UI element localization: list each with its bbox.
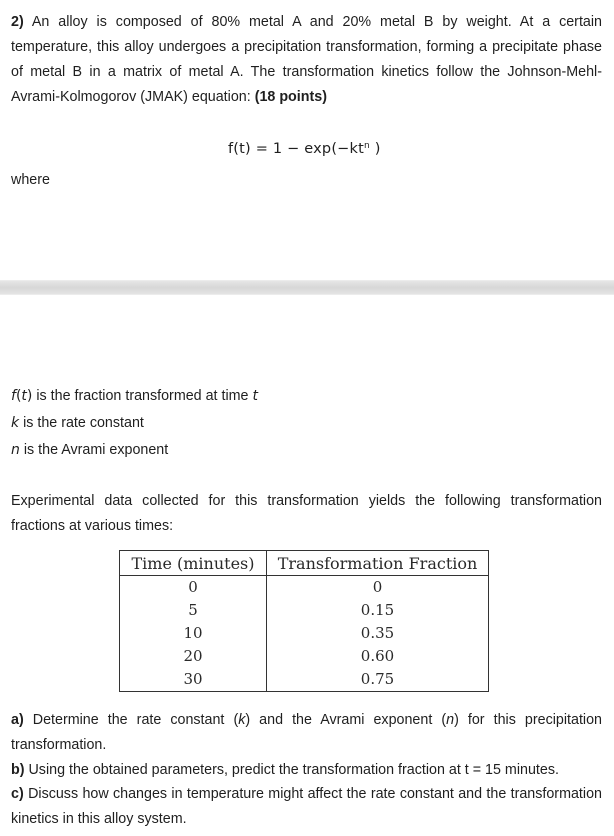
equation-exponent: n [364,141,370,151]
header-fraction: Transformation Fraction [267,551,489,576]
def-f-tail: t [252,388,258,404]
question-c-label: c) [11,786,24,802]
def-k-text: is the rate constant [19,415,144,431]
question-a [11,708,602,758]
def-n-text: is the Avrami exponent [19,442,169,458]
cell-fraction: 0.60 [267,645,489,668]
table-header-row [120,551,489,576]
where-label: where [11,172,50,188]
equation-left: f(t) = 1 − exp(−kt [228,141,365,157]
question-c [11,782,602,832]
cell-time: 10 [120,622,267,645]
cell-fraction: 0.35 [267,622,489,645]
cell-time: 20 [120,645,267,668]
problem-statement [11,10,602,110]
question-b-label: b) [11,762,25,778]
question-b [11,758,602,783]
table-row [120,576,489,600]
problem-number: 2) [11,14,24,30]
definition-k [11,413,144,433]
equation-right: ) [369,141,381,157]
question-c-text: Discuss how changes in temperature might affect the rate constant and the transformation kinetics in this alloy system. [11,786,602,827]
def-f-symbol: f [11,388,16,404]
data-table [119,550,489,692]
cell-fraction: 0.15 [267,599,489,622]
question-a-k: k [238,712,246,728]
table-row [120,599,489,622]
definition-n [11,440,168,460]
table-row [120,668,489,692]
def-f-text: is the fraction transformed at time [32,388,253,404]
page-break [0,280,614,295]
table-row [120,622,489,645]
cell-fraction: 0 [267,576,489,600]
definition-f [11,386,258,406]
cell-time: 30 [120,668,267,692]
problem-points: (18 points) [254,89,327,105]
header-time: Time (minutes) [120,551,267,576]
cell-time: 0 [120,576,267,600]
question-b-text: Using the obtained parameters, predict the transformation fraction at t = 15 minutes. [28,762,559,778]
def-n-symbol: n [11,442,20,458]
def-k-symbol: k [11,415,20,431]
def-f-paren-close: ) [26,388,33,404]
cell-fraction: 0.75 [267,668,489,692]
question-a-n: n [446,712,455,728]
data-intro: Experimental data collected for this transformation yields the following transformation fractions at various times: [11,493,602,534]
question-a-text-3: ) for this precipitation transformation. [11,712,602,753]
cell-time: 5 [120,599,267,622]
problem-intro: An alloy is composed of 80% metal A and 20% metal B by weight. At a certain temperature, this alloy undergoes a precipitation transformation, forming a precipitate phase of metal B in a matrix of metal A. The transformation kinetics follow the Johnson-Mehl-Avrami-Kolmogorov (JMAK) equation: [11,14,602,105]
question-a-label: a) [11,712,24,728]
jmak-equation [228,141,381,157]
table-row [120,645,489,668]
question-a-text-1: Determine the rate constant ( [32,712,239,728]
def-f-arg: t [21,388,27,404]
def-f-paren-open: ( [15,388,22,404]
question-a-text-2: ) and the Avrami exponent ( [245,712,447,728]
